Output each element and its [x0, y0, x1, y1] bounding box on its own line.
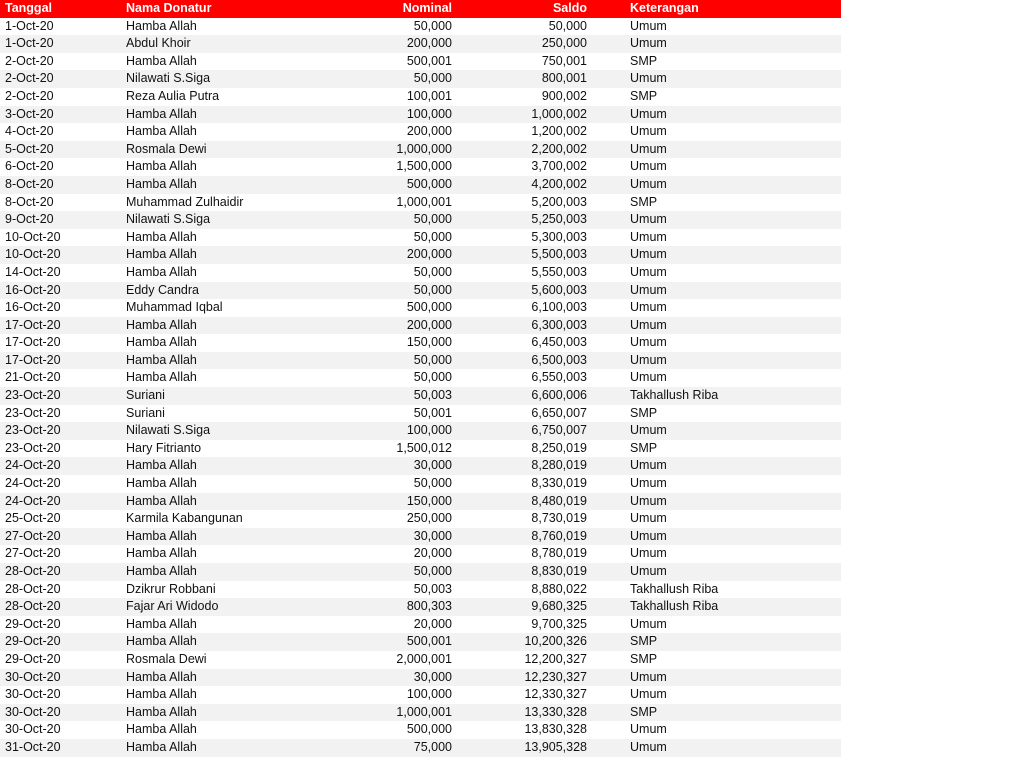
donor-name-cell[interactable]: Hamba Allah [122, 334, 340, 352]
nominal-cell[interactable]: 50,000 [340, 264, 455, 282]
donor-name-cell[interactable]: Dzikrur Robbani [122, 581, 340, 599]
nominal-cell[interactable]: 100,000 [340, 422, 455, 440]
table-row [0, 545, 841, 563]
keterangan-cell[interactable]: SMP [593, 194, 841, 212]
donor-name-cell[interactable]: Hamba Allah [122, 369, 340, 387]
nominal-cell[interactable]: 200,000 [340, 246, 455, 264]
saldo-cell[interactable]: 6,550,003 [455, 369, 593, 387]
keterangan-cell[interactable]: Umum [593, 352, 841, 370]
saldo-cell[interactable]: 800,001 [455, 70, 593, 88]
saldo-cell[interactable]: 5,200,003 [455, 194, 593, 212]
date-cell[interactable]: 16-Oct-20 [0, 282, 122, 300]
col-header-nominal[interactable]: Nominal [340, 0, 455, 18]
donor-name-cell[interactable]: Eddy Candra [122, 282, 340, 300]
nominal-cell[interactable]: 50,003 [340, 387, 455, 405]
keterangan-cell[interactable]: Umum [593, 563, 841, 581]
table-row [0, 53, 841, 71]
date-cell[interactable]: 23-Oct-20 [0, 405, 122, 423]
nominal-cell[interactable]: 50,000 [340, 369, 455, 387]
nominal-cell[interactable]: 500,000 [340, 176, 455, 194]
keterangan-cell[interactable]: Umum [593, 686, 841, 704]
date-cell[interactable]: 3-Oct-20 [0, 106, 122, 124]
saldo-cell[interactable]: 8,830,019 [455, 563, 593, 581]
keterangan-cell[interactable]: Umum [593, 475, 841, 493]
keterangan-cell[interactable]: Umum [593, 457, 841, 475]
header-row [0, 0, 841, 18]
nominal-cell[interactable]: 50,000 [340, 475, 455, 493]
nominal-cell[interactable]: 50,000 [340, 352, 455, 370]
nominal-cell[interactable]: 200,000 [340, 317, 455, 335]
table-row [0, 334, 841, 352]
keterangan-cell[interactable]: Takhallush Riba [593, 581, 841, 599]
nominal-cell[interactable]: 100,000 [340, 106, 455, 124]
table-row [0, 405, 841, 423]
table-row [0, 369, 841, 387]
date-cell[interactable]: 2-Oct-20 [0, 70, 122, 88]
keterangan-cell[interactable]: Umum [593, 669, 841, 687]
keterangan-cell[interactable]: Umum [593, 317, 841, 335]
saldo-cell[interactable]: 6,600,006 [455, 387, 593, 405]
table-row [0, 686, 841, 704]
table-row [0, 598, 841, 616]
table-row [0, 194, 841, 212]
saldo-cell[interactable]: 6,500,003 [455, 352, 593, 370]
saldo-cell[interactable]: 6,300,003 [455, 317, 593, 335]
table-row [0, 704, 841, 722]
donor-name-cell[interactable]: Reza Aulia Putra [122, 88, 340, 106]
nominal-cell[interactable]: 150,000 [340, 493, 455, 511]
keterangan-cell[interactable]: Umum [593, 123, 841, 141]
donor-name-cell[interactable]: Hamba Allah [122, 616, 340, 634]
keterangan-cell[interactable]: Umum [593, 70, 841, 88]
keterangan-cell[interactable]: Umum [593, 229, 841, 247]
donor-name-cell[interactable]: Hamba Allah [122, 246, 340, 264]
nominal-cell[interactable]: 50,000 [340, 563, 455, 581]
nominal-cell[interactable]: 500,001 [340, 53, 455, 71]
saldo-cell[interactable]: 8,280,019 [455, 457, 593, 475]
saldo-cell[interactable]: 9,680,325 [455, 598, 593, 616]
table-row [0, 528, 841, 546]
donor-name-cell[interactable]: Hamba Allah [122, 686, 340, 704]
keterangan-cell[interactable]: Umum [593, 299, 841, 317]
saldo-cell[interactable]: 8,330,019 [455, 475, 593, 493]
date-cell[interactable]: 24-Oct-20 [0, 457, 122, 475]
col-header-keterangan[interactable]: Keterangan [593, 0, 841, 18]
table-row [0, 440, 841, 458]
date-cell[interactable]: 2-Oct-20 [0, 88, 122, 106]
date-cell[interactable]: 4-Oct-20 [0, 123, 122, 141]
table-row [0, 106, 841, 124]
donor-name-cell[interactable]: Hamba Allah [122, 721, 340, 739]
nominal-cell[interactable]: 500,000 [340, 299, 455, 317]
date-cell[interactable]: 2-Oct-20 [0, 53, 122, 71]
table-row [0, 651, 841, 669]
nominal-cell[interactable]: 50,000 [340, 18, 455, 36]
saldo-cell[interactable]: 3,700,002 [455, 158, 593, 176]
donor-name-cell[interactable]: Muhammad Zulhaidir [122, 194, 340, 212]
saldo-cell[interactable]: 8,480,019 [455, 493, 593, 511]
date-cell[interactable]: 6-Oct-20 [0, 158, 122, 176]
date-cell[interactable]: 24-Oct-20 [0, 493, 122, 511]
col-header-saldo[interactable]: Saldo [455, 0, 593, 18]
table-row [0, 633, 841, 651]
date-cell[interactable]: 21-Oct-20 [0, 369, 122, 387]
nominal-cell[interactable]: 2,000,001 [340, 651, 455, 669]
date-cell[interactable]: 10-Oct-20 [0, 246, 122, 264]
keterangan-cell[interactable]: Umum [593, 211, 841, 229]
donor-name-cell[interactable]: Hamba Allah [122, 264, 340, 282]
donor-name-cell[interactable]: Hamba Allah [122, 53, 340, 71]
donor-name-cell[interactable]: Hamba Allah [122, 229, 340, 247]
date-cell[interactable]: 27-Oct-20 [0, 528, 122, 546]
keterangan-cell[interactable]: Umum [593, 35, 841, 53]
saldo-cell[interactable]: 8,730,019 [455, 510, 593, 528]
saldo-cell[interactable]: 900,002 [455, 88, 593, 106]
nominal-cell[interactable]: 50,001 [340, 405, 455, 423]
saldo-cell[interactable]: 5,550,003 [455, 264, 593, 282]
saldo-cell[interactable]: 1,200,002 [455, 123, 593, 141]
date-cell[interactable]: 29-Oct-20 [0, 633, 122, 651]
donor-name-cell[interactable]: Hamba Allah [122, 669, 340, 687]
col-header-nama-donatur[interactable]: Nama Donatur [122, 0, 340, 18]
keterangan-cell[interactable]: SMP [593, 704, 841, 722]
saldo-cell[interactable]: 12,230,327 [455, 669, 593, 687]
donor-name-cell[interactable]: Suriani [122, 387, 340, 405]
table-row [0, 246, 841, 264]
saldo-cell[interactable]: 13,905,328 [455, 739, 593, 757]
nominal-cell[interactable]: 1,000,001 [340, 704, 455, 722]
table-row [0, 88, 841, 106]
donor-name-cell[interactable]: Hamba Allah [122, 123, 340, 141]
donor-name-cell[interactable]: Hamba Allah [122, 563, 340, 581]
date-cell[interactable]: 1-Oct-20 [0, 35, 122, 53]
nominal-cell[interactable]: 50,000 [340, 282, 455, 300]
saldo-cell[interactable]: 5,600,003 [455, 282, 593, 300]
donor-name-cell[interactable]: Karmila Kabangunan [122, 510, 340, 528]
table-row [0, 422, 841, 440]
saldo-cell[interactable]: 13,830,328 [455, 721, 593, 739]
donor-name-cell[interactable]: Suriani [122, 405, 340, 423]
nominal-cell[interactable]: 100,001 [340, 88, 455, 106]
table-row [0, 387, 841, 405]
date-cell[interactable]: 16-Oct-20 [0, 299, 122, 317]
date-cell[interactable]: 8-Oct-20 [0, 176, 122, 194]
table-row [0, 282, 841, 300]
date-cell[interactable]: 23-Oct-20 [0, 440, 122, 458]
saldo-cell[interactable]: 6,100,003 [455, 299, 593, 317]
table-row [0, 35, 841, 53]
keterangan-cell[interactable]: Umum [593, 334, 841, 352]
date-cell[interactable]: 8-Oct-20 [0, 194, 122, 212]
nominal-cell[interactable]: 20,000 [340, 545, 455, 563]
donor-name-cell[interactable]: Rosmala Dewi [122, 141, 340, 159]
saldo-cell[interactable]: 5,300,003 [455, 229, 593, 247]
donor-name-cell[interactable]: Nilawati S.Siga [122, 422, 340, 440]
table-row [0, 669, 841, 687]
keterangan-cell[interactable]: Umum [593, 369, 841, 387]
nominal-cell[interactable]: 75,000 [340, 739, 455, 757]
date-cell[interactable]: 23-Oct-20 [0, 422, 122, 440]
nominal-cell[interactable]: 30,000 [340, 669, 455, 687]
date-cell[interactable]: 23-Oct-20 [0, 387, 122, 405]
keterangan-cell[interactable]: Umum [593, 176, 841, 194]
nominal-cell[interactable]: 1,500,000 [340, 158, 455, 176]
nominal-cell[interactable]: 50,003 [340, 581, 455, 599]
keterangan-cell[interactable]: Umum [593, 739, 841, 757]
table-row [0, 721, 841, 739]
nominal-cell[interactable]: 150,000 [340, 334, 455, 352]
keterangan-cell[interactable]: Umum [593, 264, 841, 282]
table-row [0, 264, 841, 282]
table-row [0, 457, 841, 475]
table-row [0, 141, 841, 159]
date-cell[interactable]: 14-Oct-20 [0, 264, 122, 282]
col-header-tanggal[interactable]: Tanggal [0, 0, 122, 18]
donor-name-cell[interactable]: Hamba Allah [122, 18, 340, 36]
saldo-cell[interactable]: 5,500,003 [455, 246, 593, 264]
donor-name-cell[interactable]: Hamba Allah [122, 493, 340, 511]
table-row [0, 123, 841, 141]
date-cell[interactable]: 28-Oct-20 [0, 563, 122, 581]
saldo-cell[interactable]: 12,330,327 [455, 686, 593, 704]
table-row [0, 510, 841, 528]
saldo-cell[interactable]: 5,250,003 [455, 211, 593, 229]
nominal-cell[interactable]: 500,000 [340, 721, 455, 739]
keterangan-cell[interactable]: SMP [593, 53, 841, 71]
donor-name-cell[interactable]: Hamba Allah [122, 176, 340, 194]
donor-name-cell[interactable]: Hamba Allah [122, 352, 340, 370]
table-row [0, 18, 841, 36]
saldo-cell[interactable]: 250,000 [455, 35, 593, 53]
keterangan-cell[interactable]: Umum [593, 616, 841, 634]
table-row [0, 70, 841, 88]
keterangan-cell[interactable]: Umum [593, 510, 841, 528]
keterangan-cell[interactable]: Umum [593, 493, 841, 511]
keterangan-cell[interactable]: Umum [593, 422, 841, 440]
table-row [0, 352, 841, 370]
keterangan-cell[interactable]: SMP [593, 633, 841, 651]
date-cell[interactable]: 29-Oct-20 [0, 651, 122, 669]
date-cell[interactable]: 5-Oct-20 [0, 141, 122, 159]
table-row [0, 739, 841, 757]
donor-name-cell[interactable]: Hamba Allah [122, 633, 340, 651]
table-row [0, 176, 841, 194]
keterangan-cell[interactable]: SMP [593, 651, 841, 669]
date-cell[interactable]: 1-Oct-20 [0, 18, 122, 36]
donor-name-cell[interactable]: Hamba Allah [122, 475, 340, 493]
nominal-cell[interactable]: 1,000,000 [340, 141, 455, 159]
date-cell[interactable]: 28-Oct-20 [0, 598, 122, 616]
donor-name-cell[interactable]: Hamba Allah [122, 317, 340, 335]
date-cell[interactable]: 31-Oct-20 [0, 739, 122, 757]
nominal-cell[interactable]: 800,303 [340, 598, 455, 616]
saldo-cell[interactable]: 8,880,022 [455, 581, 593, 599]
saldo-cell[interactable]: 10,200,326 [455, 633, 593, 651]
keterangan-cell[interactable]: Umum [593, 141, 841, 159]
donor-name-cell[interactable]: Hamba Allah [122, 739, 340, 757]
nominal-cell[interactable]: 50,000 [340, 70, 455, 88]
donor-name-cell[interactable]: Abdul Khoir [122, 35, 340, 53]
keterangan-cell[interactable]: Umum [593, 18, 841, 36]
nominal-cell[interactable]: 100,000 [340, 686, 455, 704]
donor-name-cell[interactable]: Hamba Allah [122, 457, 340, 475]
date-cell[interactable]: 24-Oct-20 [0, 475, 122, 493]
date-cell[interactable]: 9-Oct-20 [0, 211, 122, 229]
nominal-cell[interactable]: 30,000 [340, 457, 455, 475]
saldo-cell[interactable]: 750,001 [455, 53, 593, 71]
donor-name-cell[interactable]: Hamba Allah [122, 704, 340, 722]
table-row [0, 229, 841, 247]
donor-name-cell[interactable]: Hamba Allah [122, 545, 340, 563]
saldo-cell[interactable]: 2,200,002 [455, 141, 593, 159]
table-row [0, 616, 841, 634]
keterangan-cell[interactable]: SMP [593, 405, 841, 423]
keterangan-cell[interactable]: Umum [593, 158, 841, 176]
keterangan-cell[interactable]: Umum [593, 106, 841, 124]
donor-name-cell[interactable]: Muhammad Iqbal [122, 299, 340, 317]
nominal-cell[interactable]: 500,001 [340, 633, 455, 651]
nominal-cell[interactable]: 200,000 [340, 35, 455, 53]
date-cell[interactable]: 27-Oct-20 [0, 545, 122, 563]
nominal-cell[interactable]: 50,000 [340, 229, 455, 247]
date-cell[interactable]: 29-Oct-20 [0, 616, 122, 634]
saldo-cell[interactable]: 50,000 [455, 18, 593, 36]
table-row [0, 299, 841, 317]
saldo-cell[interactable]: 6,650,007 [455, 405, 593, 423]
keterangan-cell[interactable]: SMP [593, 88, 841, 106]
nominal-cell[interactable]: 250,000 [340, 510, 455, 528]
keterangan-cell[interactable]: Takhallush Riba [593, 387, 841, 405]
nominal-cell[interactable]: 1,000,001 [340, 194, 455, 212]
table-row [0, 317, 841, 335]
table-row [0, 563, 841, 581]
table-row [0, 211, 841, 229]
date-cell[interactable]: 30-Oct-20 [0, 704, 122, 722]
saldo-cell[interactable]: 8,250,019 [455, 440, 593, 458]
date-cell[interactable]: 25-Oct-20 [0, 510, 122, 528]
table-row [0, 475, 841, 493]
saldo-cell[interactable]: 6,450,003 [455, 334, 593, 352]
donor-name-cell[interactable]: Rosmala Dewi [122, 651, 340, 669]
saldo-cell[interactable]: 1,000,002 [455, 106, 593, 124]
nominal-cell[interactable]: 1,500,012 [340, 440, 455, 458]
saldo-cell[interactable]: 8,760,019 [455, 528, 593, 546]
donor-name-cell[interactable]: Hamba Allah [122, 106, 340, 124]
keterangan-cell[interactable]: Umum [593, 721, 841, 739]
date-cell[interactable]: 28-Oct-20 [0, 581, 122, 599]
saldo-cell[interactable]: 9,700,325 [455, 616, 593, 634]
keterangan-cell[interactable]: Umum [593, 282, 841, 300]
keterangan-cell[interactable]: SMP [593, 440, 841, 458]
donor-name-cell[interactable]: Hamba Allah [122, 528, 340, 546]
table-row [0, 158, 841, 176]
table-row [0, 493, 841, 511]
nominal-cell[interactable]: 200,000 [340, 123, 455, 141]
date-cell[interactable]: 17-Oct-20 [0, 334, 122, 352]
donor-name-cell[interactable]: Fajar Ari Widodo [122, 598, 340, 616]
nominal-cell[interactable]: 30,000 [340, 528, 455, 546]
donor-name-cell[interactable]: Hamba Allah [122, 158, 340, 176]
saldo-cell[interactable]: 12,200,327 [455, 651, 593, 669]
date-cell[interactable]: 30-Oct-20 [0, 721, 122, 739]
nominal-cell[interactable]: 50,000 [340, 211, 455, 229]
saldo-cell[interactable]: 8,780,019 [455, 545, 593, 563]
saldo-cell[interactable]: 13,330,328 [455, 704, 593, 722]
date-cell[interactable]: 10-Oct-20 [0, 229, 122, 247]
donor-name-cell[interactable]: Nilawati S.Siga [122, 211, 340, 229]
date-cell[interactable]: 17-Oct-20 [0, 317, 122, 335]
date-cell[interactable]: 30-Oct-20 [0, 686, 122, 704]
keterangan-cell[interactable]: Umum [593, 246, 841, 264]
nominal-cell[interactable]: 20,000 [340, 616, 455, 634]
date-cell[interactable]: 17-Oct-20 [0, 352, 122, 370]
keterangan-cell[interactable]: Umum [593, 545, 841, 563]
keterangan-cell[interactable]: Takhallush Riba [593, 598, 841, 616]
keterangan-cell[interactable]: Umum [593, 528, 841, 546]
table-row [0, 581, 841, 599]
donor-name-cell[interactable]: Nilawati S.Siga [122, 70, 340, 88]
donor-name-cell[interactable]: Hary Fitrianto [122, 440, 340, 458]
date-cell[interactable]: 30-Oct-20 [0, 669, 122, 687]
saldo-cell[interactable]: 6,750,007 [455, 422, 593, 440]
saldo-cell[interactable]: 4,200,002 [455, 176, 593, 194]
